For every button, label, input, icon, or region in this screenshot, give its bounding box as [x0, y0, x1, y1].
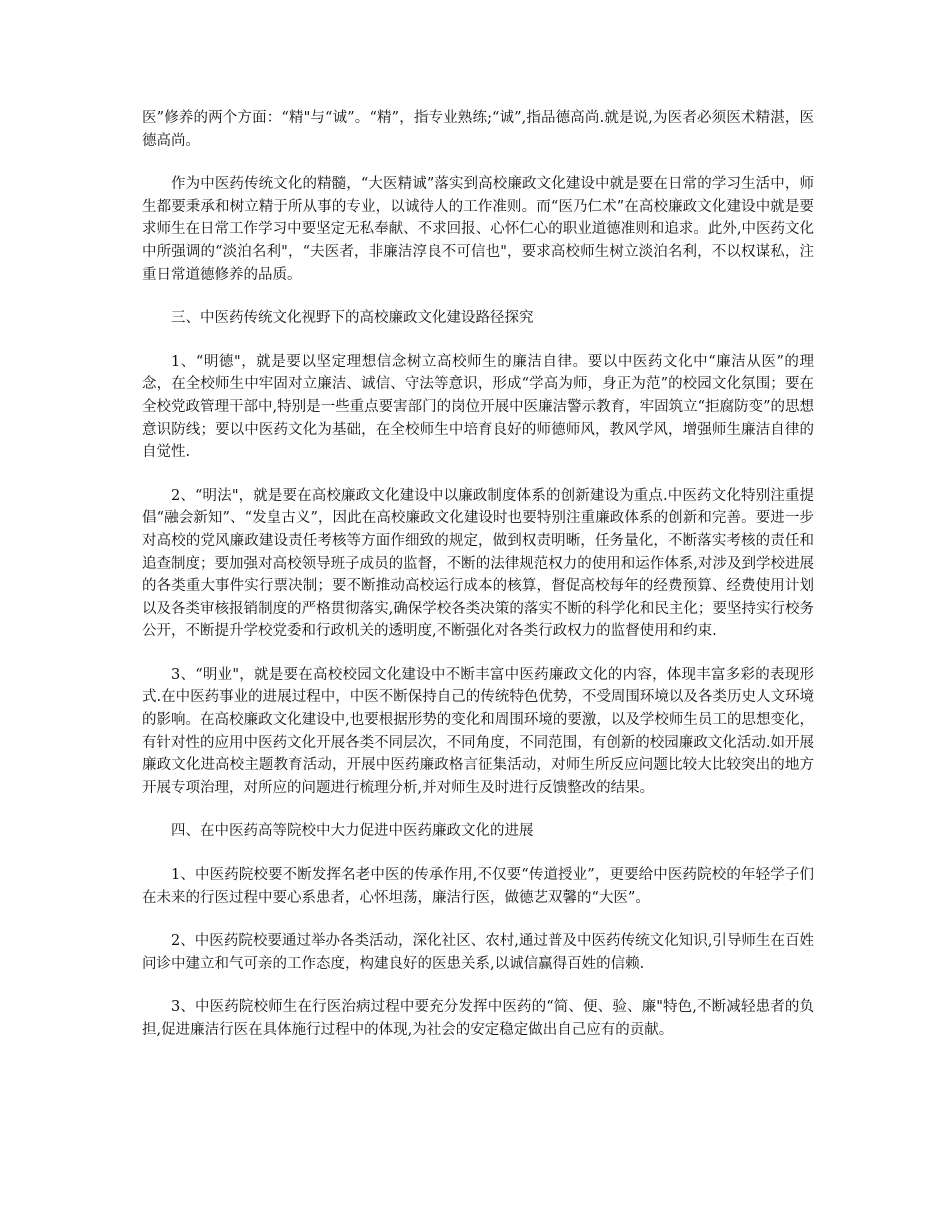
paragraph-body: 作为中医药传统文化的精髓，“大医精诚”落实到高校廉政文化建设中就是要在日常的学习生活中，师生都要秉承和树立精于所从事的专业，以诚待人的工作准则。而“医乃仁术”在高校廉政文化建设中就是要求师生在日常工作学习中要坚定无私奉献、不求回报、心怀仁心的职业道德准则和追求。此外,中医药文化中所强调的“淡泊名利"，“夫医者，非廉洁淳良不可信也"，要求高校师生树立淡泊名利，不以权谋私，注重日常道德修养的品质。 — [142, 176, 814, 283]
paragraph-continuation: 医”修养的两个方面：“精"与“诚”。“精”，指专业熟练;“诚”,指品德高尚.就是说,为医者必须医术精湛，医德高尚。 — [142, 110, 814, 149]
document-page — [142, 107, 814, 1063]
section-heading-3: 三、中医药传统文化视野下的高校廉政文化建设路径探究 — [171, 310, 534, 327]
paragraph-body: 3、“明业"，就是要在高校校园文化建设中不断丰富中医药廉政文化的内容，体现丰富多彩的表现形式.在中医药事业的进展过程中，中医不断保持自己的传统特色优势，不受周围环境以及各类历史人文环境的影响。在高校廉政文化建设中,也要根据形势的变化和周围环境的要激，以及学校师生员工的思想变化，有针对性的应用中医药文化开展各类不同层次，不同角度，不同范围，有创新的校园廉政文化活动.如开展廉政文化进高校主题教育活动，开展中医药廉政格言征集活动，对师生所反应问题比较大比较突出的地方开展专项治理，对所应的问题进行梳理分析,并对师生及时进行反馈整改的结果。 — [142, 666, 814, 796]
paragraph-body: 2、中医药院校要通过举办各类活动，深化社区、农村,通过普及中医药传统文化知识,引导师生在百姓问诊中建立和气可亲的工作态度，构建良好的医患关系,以诚信赢得百姓的信赖. — [142, 933, 814, 972]
paragraph-body: 1、“明德"，就是要以坚定理想信念树立高校师生的廉洁自律。要以中医药文化中“廉洁从医”的理念，在全校师生中牢固对立廉洁、诚信、守法等意识，形成“学高为师，身正为范”的校园文化氛围；要在全校党政管理干部中,特别是一些重点要害部门的岗位开展中医廉洁警示教育，牢固筑立“拒腐防变”的思想意识防线；要以中医药文化为基础，在全校师生中培育良好的师德师风，教风学风，增强师生廉洁自律的自觉性. — [142, 353, 814, 461]
paragraph-body: 3、中医药院校师生在行医治病过程中要充分发挥中医药的“简、便、验、廉"特色,不断减轻患者的负担,促进廉洁行医在具体施行过程中的体现,为社会的安定稳定做出自己应有的贡献。 — [142, 999, 814, 1038]
paragraph-body: 2、“明法"，就是要在高校廉政文化建设中以廉政制度体系的创新建设为重点.中医药文化特别注重提倡“融会新知”、“发皇古义”，因此在高校廉政文化建设时也要特别注重廉政体系的创新和完善。要进一步对高校的党风廉政建设责任考核等方面作细致的规定，做到权责明晰，任务量化，不断落实考核的责任和追查制度；要加强对高校领导班子成员的监督，不断的法律规范权力的使用和运作体系,对涉及到学校进展的各类重大事件实行票决制；要不断推动高校运行成本的核算，督促高校每年的经费预算、经费使用计划以及各类审核报销制度的严格贯彻落实,确保学校各类决策的落实不断的科学化和民主化；要坚持实行校务公开，不断提升学校党委和行政机关的透明度,不断强化对各类行政权力的监督使用和约束. — [142, 487, 814, 640]
section-heading-4: 四、在中医药高等院校中大力促进中医药廉政文化的进展 — [171, 823, 534, 840]
paragraph-body: 1、中医药院校要不断发挥名老中医的传承作用,不仅要“传道授业”，更要给中医药院校的年轻学子们在未来的行医过程中要心系患者，心怀坦荡，廉洁行医，做德艺双馨的“大医”。 — [142, 867, 814, 906]
